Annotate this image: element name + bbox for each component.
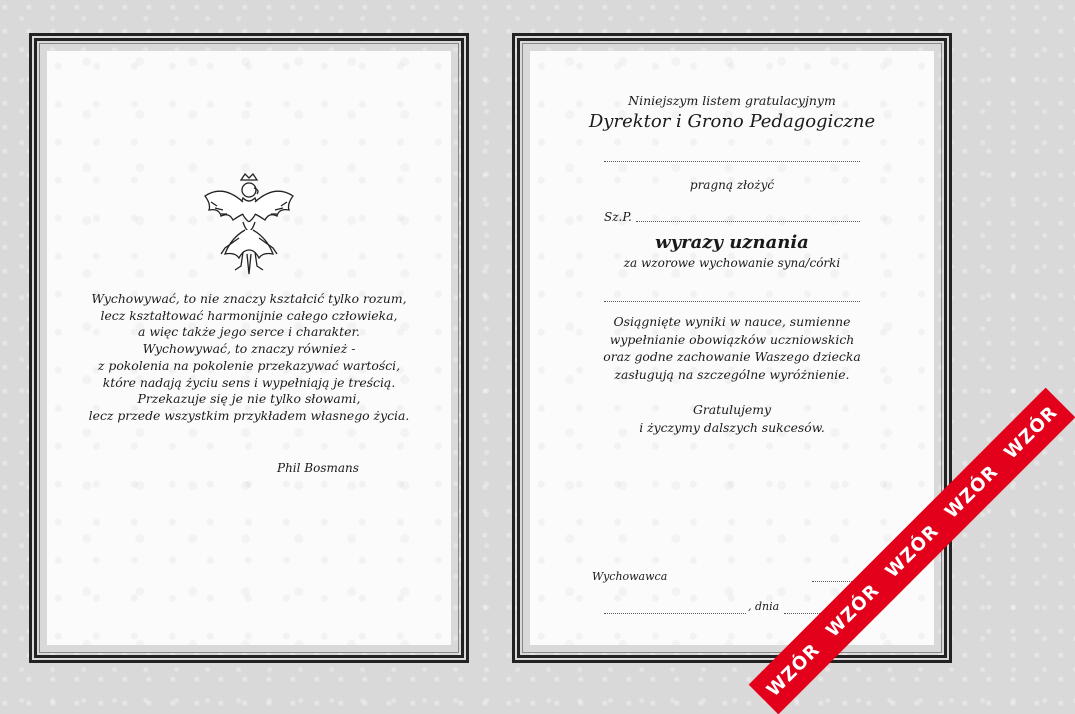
- closing-line: i życzymy dalszych sukcesów.: [639, 419, 825, 435]
- sample-ribbon: [749, 388, 1075, 714]
- date-label: , dnia: [748, 600, 780, 613]
- quote-line: które nadają życiu sens i wypełniają je treścią.: [102, 374, 396, 390]
- ribbon-word: WZÓR: [881, 520, 943, 582]
- quote-line: Wychowywać, to nie znaczy kształcić tylko rozum,: [91, 291, 407, 306]
- recipient-label: Sz.P.: [604, 210, 632, 224]
- quote-line: lecz przede wszystkim przykładem własnego życia.: [88, 407, 410, 423]
- body-line: zasługują na szczególne wyróżnienie.: [614, 366, 850, 382]
- ribbon-word: WZÓR: [762, 639, 824, 701]
- verb-text: pragną złożyć: [689, 178, 775, 192]
- ribbon-word: WZÓR: [821, 579, 884, 642]
- signature-label: Wychowawca: [592, 570, 668, 583]
- body-line: Osiągnięte wyniki w nauce, sumienne: [613, 314, 851, 329]
- body-line: wypełnianie obowiązków uczniowskich: [609, 331, 855, 347]
- sample-ribbon-clip: [512, 0, 1062, 701]
- quote-line: z pokolenia na pokolenie przekazywać wartości,: [97, 357, 401, 373]
- quote-line: lecz kształtować harmonijnie całego człowieka,: [100, 307, 398, 323]
- subline: za wzorowe wychowanie syna/córki: [623, 256, 841, 270]
- left-page: [29, 33, 469, 663]
- sender-title: Dyrektor i Grono Pedagogiczne: [588, 111, 876, 132]
- ribbon-word: WZÓR: [940, 460, 1003, 523]
- intro-text: Niniejszym listem gratulacyjnym: [628, 93, 836, 108]
- body-line: oraz godne zachowanie Waszego dziecka: [603, 349, 861, 364]
- closing-line: Gratulujemy: [692, 402, 772, 417]
- headline: wyrazy uznania: [655, 232, 809, 253]
- quote-line: Wychowywać, to znaczy również -: [142, 341, 356, 357]
- quote-line: Przekazuje się je nie tylko słowami,: [137, 391, 361, 407]
- ribbon-word: WZÓR: [1000, 401, 1062, 463]
- quote-author: Phil Bosmans: [277, 461, 359, 475]
- quote-block: [69, 291, 429, 425]
- polish-eagle-icon: [199, 168, 299, 278]
- quote-line: a więc także jego serce i charakter.: [138, 324, 360, 340]
